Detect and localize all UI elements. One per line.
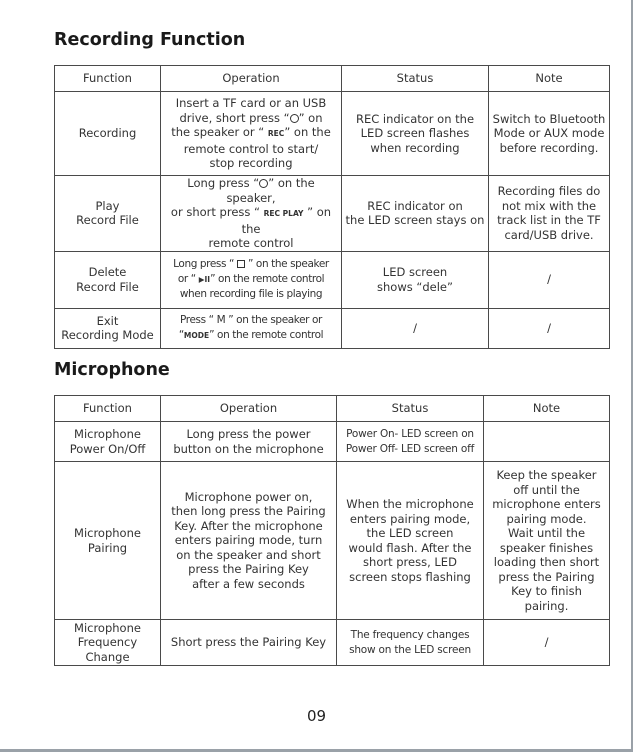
note-line: loading then short (493, 555, 600, 569)
table-row (55, 92, 610, 176)
status-line: would flash. After the (348, 540, 472, 555)
status-line: short press, LED (363, 555, 457, 569)
operation-cell (161, 92, 342, 176)
table-row (55, 422, 610, 462)
operation-line: button on the microphone (173, 441, 324, 456)
rec-play-key-icon: REC PLAY (263, 209, 304, 218)
note-line: Wait until the (507, 526, 586, 540)
note-line: speaker finishes (499, 540, 594, 555)
recording-function-heading: Recording Function (54, 30, 246, 50)
operation-cell (161, 620, 337, 666)
note-line: Mode or AUX mode (493, 126, 605, 141)
status-line: when recording (370, 140, 460, 155)
note-cell (484, 422, 610, 462)
recording-function-table (54, 65, 610, 349)
operation-cell (161, 422, 337, 462)
note-line: pairing mode. (506, 511, 587, 526)
operation-cell (161, 251, 342, 308)
table-row (55, 620, 610, 666)
operation-line: or “ (177, 272, 199, 285)
status-line: Power Off- LED screen off (345, 442, 475, 455)
note-line: Switch to Bluetooth (492, 111, 606, 126)
header-operation: Operation (161, 396, 337, 422)
header-status: Status (337, 396, 484, 422)
operation-line: Insert a TF card or an USB (175, 96, 327, 111)
header-note: Note (489, 66, 610, 92)
function-label: Play (95, 198, 120, 213)
function-label: Recording Mode (61, 328, 154, 342)
note-line: Key to finish (511, 584, 582, 598)
function-label: Microphone (74, 526, 141, 540)
function-cell (55, 176, 161, 252)
note-line: card/USB drive. (504, 227, 594, 242)
header-operation: Operation (161, 66, 342, 92)
function-cell (55, 251, 161, 308)
operation-line: ” on the remote control (209, 328, 324, 341)
operation-line: the speaker or “ (171, 125, 268, 140)
status-cell (337, 422, 484, 462)
header-function: Function (55, 66, 161, 92)
status-line: shows “dele” (377, 279, 453, 294)
operation-line: or short press “ (170, 205, 264, 219)
operation-line: Press “ (180, 314, 217, 326)
status-line: LED screen flashes (360, 126, 470, 141)
note-cell (489, 92, 610, 176)
note-line: track list in the TF (497, 213, 601, 228)
operation-line: ” on the remote control (210, 272, 325, 285)
operation-line: stop recording (209, 156, 293, 171)
rec-key-icon: REC (267, 129, 285, 139)
table-header-row (55, 66, 610, 92)
operation-line: ” on (298, 110, 323, 125)
table-header-row (55, 396, 610, 422)
microphone-table (54, 395, 610, 666)
operation-line: ” on the speaker or (225, 314, 322, 326)
status-line: screen stops flashing (349, 569, 471, 584)
operation-line: ” on the (284, 125, 331, 140)
function-cell (55, 422, 161, 462)
operation-line: press the Pairing Key (188, 562, 309, 577)
status-line: Power On- LED screen on (346, 428, 474, 440)
note-line: before recording. (499, 140, 599, 155)
operation-line: when recording file is playing (179, 288, 323, 301)
note-cell (489, 176, 610, 252)
operation-cell (161, 462, 337, 620)
microphone-heading: Microphone (54, 360, 170, 380)
operation-line: Microphone power on, (184, 489, 313, 504)
status-line: show on the LED screen (349, 643, 471, 656)
note-line: / (547, 320, 551, 335)
operation-cell (161, 176, 342, 252)
table-row (55, 308, 610, 348)
record-button-icon (259, 179, 268, 188)
operation-line: enters pairing mode, turn (174, 533, 323, 548)
status-cell (342, 92, 489, 176)
play-pause-icon: ▶II (198, 274, 211, 284)
operation-line: drive, short press “ (179, 110, 290, 125)
note-cell (489, 308, 610, 348)
note-cell (489, 251, 610, 308)
note-line: pairing. (524, 598, 569, 613)
note-line: Recording files do (497, 184, 601, 199)
function-cell (55, 308, 161, 348)
status-line: REC indicator on the (355, 111, 475, 126)
operation-line: Key. After the microphone (174, 518, 323, 533)
operation-cell (161, 308, 342, 348)
status-line: the LED screen (366, 526, 454, 540)
operation-line: then long press the Pairing (171, 504, 326, 519)
status-cell (337, 462, 484, 620)
operation-line: ” on the speaker, (226, 176, 315, 205)
status-cell (342, 176, 489, 252)
function-label: Power On/Off (69, 441, 146, 456)
operation-line: “ (178, 328, 184, 341)
status-line: the LED screen stays on (345, 213, 485, 228)
note-line: microphone enters (492, 497, 601, 511)
function-label: Exit (96, 313, 119, 328)
operation-line: Long press “ (187, 176, 260, 190)
operation-line: remote control (208, 236, 294, 250)
status-cell (342, 251, 489, 308)
header-function: Function (55, 396, 161, 422)
operation-line: Long press the power (186, 427, 311, 441)
note-line: off until the (513, 482, 580, 497)
function-cell (55, 620, 161, 666)
status-line: enters pairing mode, (349, 511, 471, 526)
page-number: 09 (306, 707, 327, 725)
status-line: The frequency changes (350, 629, 470, 641)
mode-key-icon: M (216, 314, 226, 326)
operation-line: remote control to start/ (183, 141, 319, 156)
record-button-icon (290, 114, 299, 123)
note-line: not mix with the (501, 198, 597, 213)
function-cell (55, 462, 161, 620)
function-label: Microphone (74, 620, 141, 635)
status-cell (337, 620, 484, 666)
function-label: Pairing (87, 540, 128, 555)
operation-line: Short press the Pairing Key (170, 635, 327, 650)
header-status: Status (342, 66, 489, 92)
status-line: REC indicator on (367, 198, 463, 213)
operation-line: ” on the speaker (245, 258, 329, 271)
status-line: LED screen (382, 265, 448, 279)
delete-key-icon (237, 260, 245, 268)
table-row (55, 462, 610, 620)
operation-line: Long press “ (173, 258, 237, 271)
operation-line: on the speaker and short (176, 547, 321, 562)
note-cell (484, 462, 610, 620)
operation-line: after a few seconds (192, 576, 305, 591)
function-label: Frequency Change (77, 635, 138, 664)
function-cell (55, 92, 161, 176)
operation-line: ” on the (241, 205, 332, 236)
note-line: press the Pairing (498, 569, 595, 584)
status-cell (342, 308, 489, 348)
table-row (55, 176, 610, 252)
mode-remote-icon: MODE (183, 330, 210, 340)
note-cell (484, 620, 610, 666)
function-label: Delete (88, 265, 127, 279)
note-line: / (544, 635, 549, 650)
function-label: Record File (76, 213, 139, 228)
function-label: Microphone (74, 427, 141, 441)
note-line: / (547, 272, 551, 287)
function-label: Recording (78, 126, 137, 141)
status-line: / (413, 320, 417, 335)
status-line: When the microphone (346, 497, 474, 511)
note-line: Keep the speaker (496, 468, 597, 482)
function-label: Record File (76, 279, 139, 294)
table-row (55, 251, 610, 308)
header-note: Note (484, 396, 610, 422)
